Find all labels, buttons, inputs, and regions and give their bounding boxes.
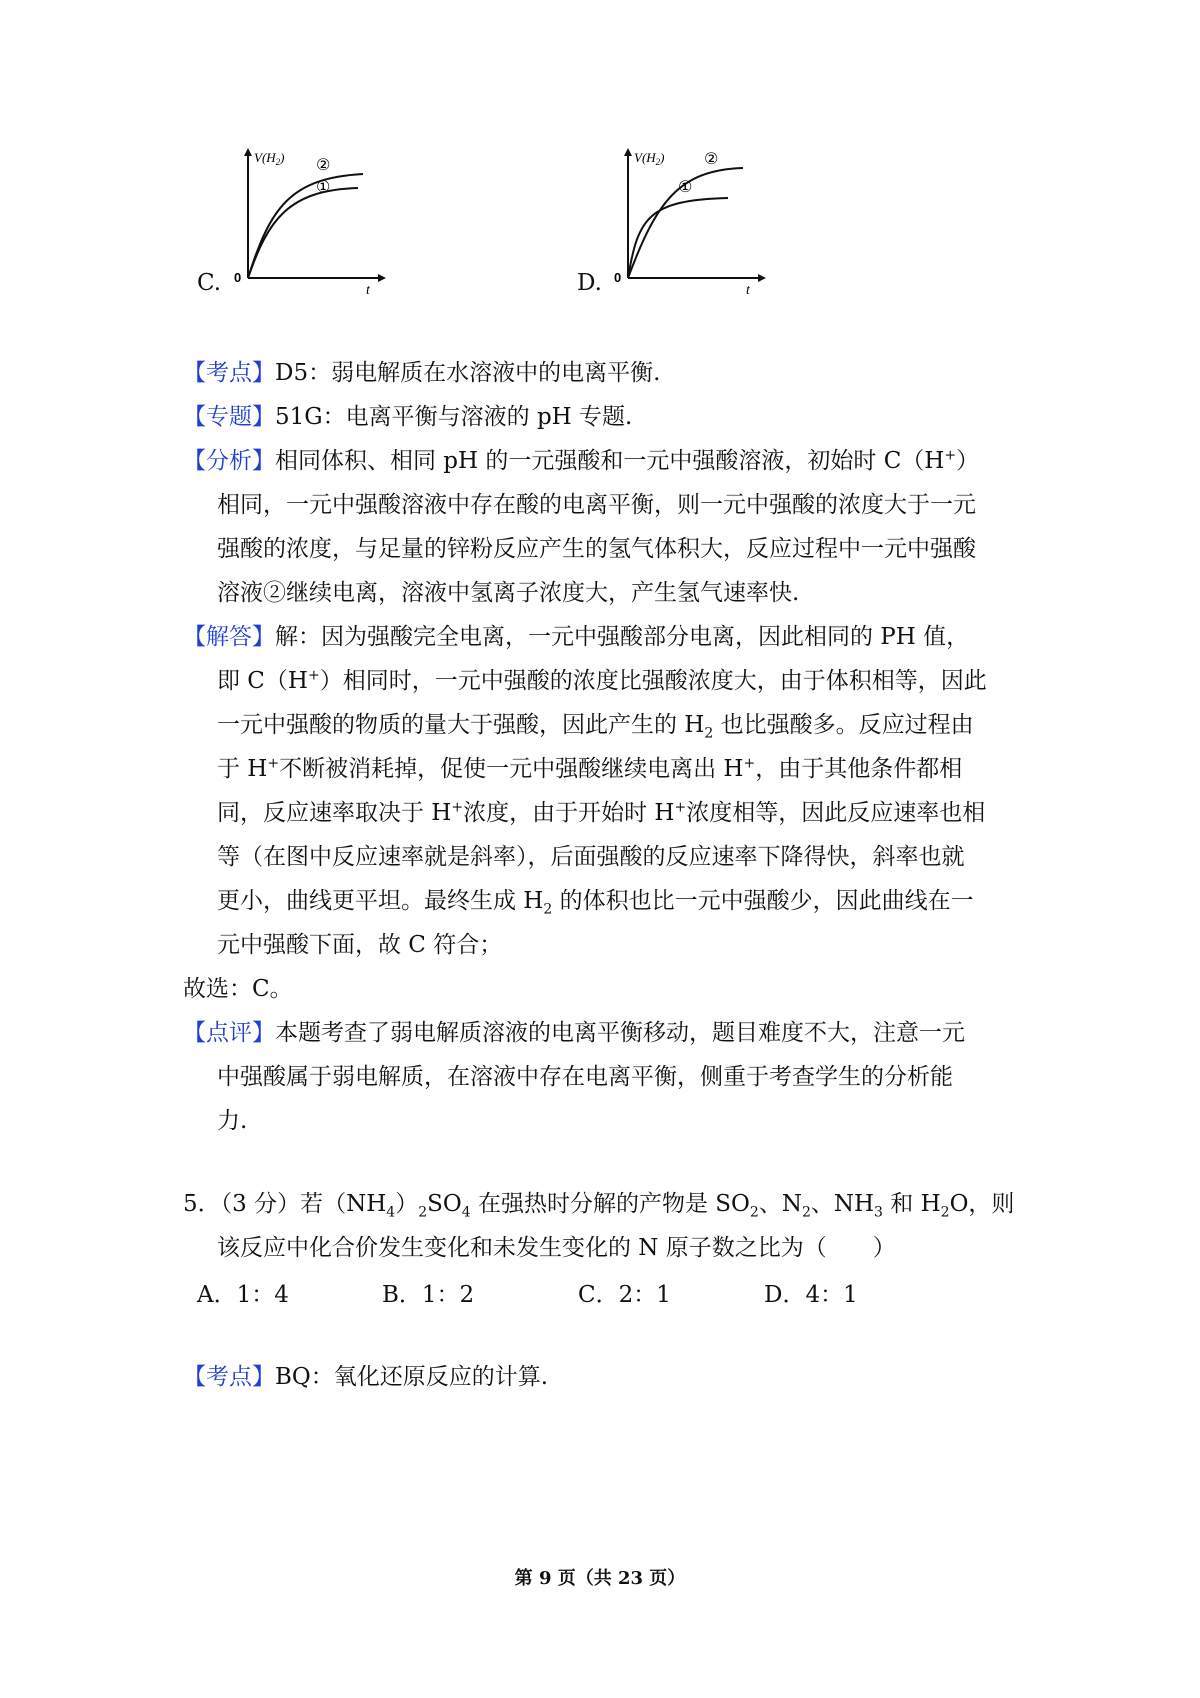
jieda-text: 也比强酸多。反应过程由: [713, 712, 974, 738]
curve-1-label: ①: [316, 177, 331, 196]
jieda-line-7: [217, 886, 1097, 916]
question-text: SO: [427, 1191, 462, 1217]
dianping-line-3: 力.: [217, 1108, 248, 1134]
kaodian-2-tag: 【考点】: [183, 1364, 275, 1390]
x-axis-label: t: [746, 283, 750, 298]
option-d-label: D.: [577, 270, 602, 296]
question-text: 、N: [758, 1191, 802, 1217]
question-text: 、NH: [810, 1191, 875, 1217]
fenxi-text: ）: [956, 448, 980, 474]
superscript: +: [674, 799, 687, 816]
jieda-text: 浓度相等，因此反应速率也相: [686, 800, 986, 826]
jieda-line-1: [183, 622, 1063, 652]
superscript: +: [743, 755, 756, 772]
jieda-text: 不断被消耗掉，促使一元中强酸继续电离出 H: [279, 756, 744, 782]
graph-option-c: [228, 148, 388, 298]
jieda-text: 于 H: [217, 756, 268, 782]
kaodian-line: [183, 358, 1063, 388]
x-axis-label: t: [366, 283, 370, 298]
kaodian-text: D5：弱电解质在水溶液中的电离平衡.: [275, 360, 661, 386]
answer-line: 故选：C。: [183, 976, 293, 1002]
subscript: 4: [386, 1204, 396, 1221]
origin-label: 0: [234, 270, 242, 285]
jieda-line-8: 元中强酸下面，故 C 符合；: [217, 932, 503, 958]
x-axis-arrow: [758, 274, 766, 282]
x-axis-arrow: [378, 274, 386, 282]
dianping-tag: 【点评】: [183, 1020, 275, 1046]
zhuanti-text: 51G：电离平衡与溶液的 pH 专题.: [275, 404, 633, 430]
question-text: 和 H: [882, 1191, 941, 1217]
jieda-tag: 【解答】: [183, 624, 275, 650]
subscript: 2: [940, 1204, 950, 1221]
subscript: 3: [874, 1204, 883, 1221]
jieda-line-6: 等（在图中反应速率就是斜率），后面强酸的反应速率下降得快，斜率也就: [217, 844, 965, 870]
question-text: O，则: [949, 1191, 1015, 1217]
zhuanti-tag: 【专题】: [183, 404, 275, 430]
y-axis-label: $V(H_2)$: [254, 150, 285, 167]
question-text: 5．（3 分）若（NH: [183, 1191, 387, 1217]
choice-d[interactable]: D．4：1: [764, 1282, 858, 1308]
kaodian-2-text: BQ：氧化还原反应的计算.: [275, 1364, 549, 1390]
jieda-text: 即 C（H: [217, 668, 308, 694]
curve-1: [628, 198, 728, 278]
jieda-text: 浓度，由于开始时 H: [463, 800, 675, 826]
jieda-line-4: [217, 754, 1097, 784]
dianping-line-1: [183, 1018, 1063, 1048]
y-axis-arrow: [244, 148, 252, 156]
subscript: 2: [749, 1204, 759, 1221]
superscript: +: [451, 799, 464, 816]
y-axis-label: $V(H_2)$: [634, 150, 665, 167]
subscript: 4: [461, 1204, 471, 1221]
subscript: 2: [418, 1204, 428, 1221]
question-5-line-2: 该反应中化合价发生变化和未发生变化的 N 原子数之比为（ ）: [217, 1235, 896, 1261]
question-5-line-1: [183, 1189, 1063, 1219]
superscript: +: [267, 755, 280, 772]
kaodian-tag: 【考点】: [183, 360, 275, 386]
subscript: 2: [704, 725, 714, 742]
choice-c[interactable]: C．2：1: [578, 1282, 671, 1308]
curve-2-label: ②: [316, 155, 331, 174]
jieda-text: 解：因为强酸完全电离，一元中强酸部分电离，因此相同的 PH 值，: [275, 624, 970, 650]
kaodian-2-line: [183, 1362, 1063, 1392]
subscript: 2: [801, 1204, 811, 1221]
jieda-text: 一元中强酸的物质的量大于强酸，因此产生的 H: [217, 712, 705, 738]
choice-a[interactable]: A．1：4: [197, 1282, 289, 1308]
jieda-line-3: [217, 710, 1097, 740]
jieda-line-5: [217, 798, 1097, 828]
superscript: +: [944, 447, 957, 464]
zhuanti-line: [183, 402, 1063, 432]
y-axis-arrow: [624, 148, 632, 156]
page-footer: 第 9 页（共 23 页）: [514, 1568, 686, 1589]
subscript: 2: [543, 901, 553, 918]
choice-b[interactable]: B．1：2: [382, 1282, 475, 1308]
fenxi-line-4: 溶液②继续电离，溶液中氢离子浓度大，产生氢气速率快.: [217, 580, 800, 606]
dianping-text: 本题考查了弱电解质溶液的电离平衡移动，题目难度不大，注意一元: [275, 1020, 965, 1046]
jieda-line-2: [217, 666, 1097, 696]
option-c-label: C.: [197, 270, 222, 296]
graph-option-d: [608, 148, 768, 298]
dianping-line-2: 中强酸属于弱电解质，在溶液中存在电离平衡，侧重于考查学生的分析能: [217, 1064, 953, 1090]
origin-label: 0: [614, 270, 622, 285]
jieda-text: 更小，曲线更平坦。最终生成 H: [217, 888, 544, 914]
curve-1-label: ①: [678, 177, 693, 196]
fenxi-line-3: 强酸的浓度，与足量的锌粉反应产生的氢气体积大，反应过程中一元中强酸: [217, 536, 976, 562]
curve-2-label: ②: [704, 149, 719, 168]
fenxi-tag: 【分析】: [183, 448, 275, 474]
jieda-text: 同，反应速率取决于 H: [217, 800, 452, 826]
fenxi-line-2: 相同，一元中强酸溶液中存在酸的电离平衡，则一元中强酸的浓度大于一元: [217, 492, 976, 518]
superscript: +: [307, 667, 320, 684]
jieda-text: ）相同时，一元中强酸的浓度比强酸浓度大，由于体积相等，因此: [319, 668, 987, 694]
fenxi-line-1: [183, 446, 1063, 476]
question-text: ）: [395, 1191, 419, 1217]
jieda-text: ，由于其他条件都相: [755, 756, 963, 782]
fenxi-text: 相同体积、相同 pH 的一元强酸和一元中强酸溶液，初始时 C（H: [275, 448, 945, 474]
question-text: 在强热时分解的产物是 SO: [470, 1191, 750, 1217]
jieda-text: 的体积也比一元中强酸少，因此曲线在一: [552, 888, 974, 914]
